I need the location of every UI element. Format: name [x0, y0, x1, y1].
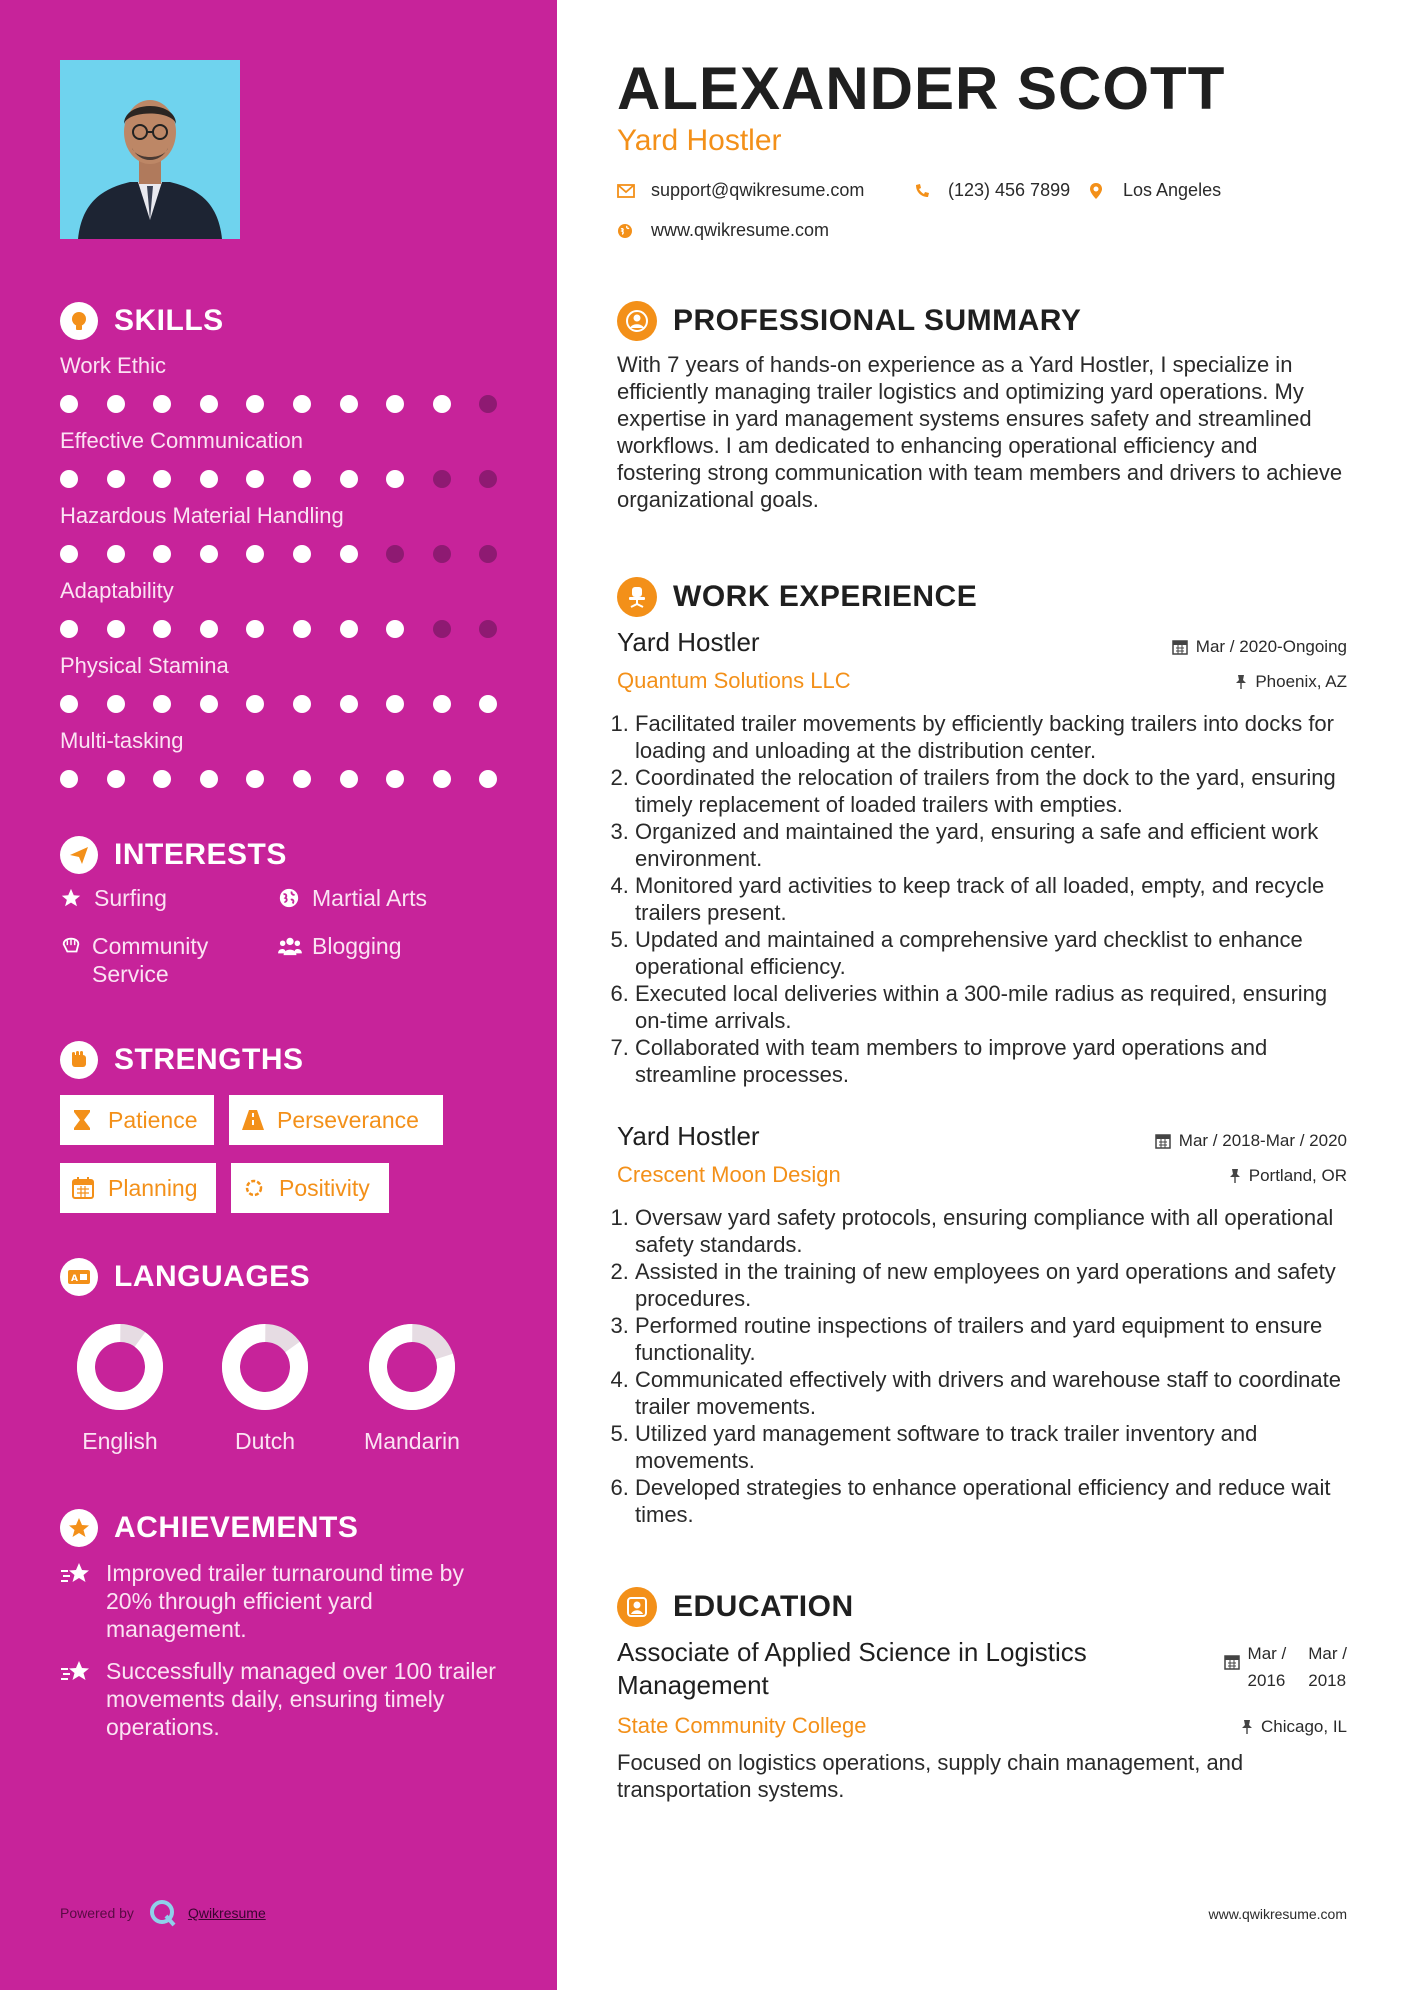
- rating-dot-filled: [340, 620, 358, 638]
- list-item: 7. Collaborated with team members to improve yard operations and streamline processes.: [635, 1034, 1365, 1088]
- end-date: Mar / 2018: [1308, 1644, 1347, 1690]
- rating-dot-filled: [293, 395, 311, 413]
- rating-dot-filled: [293, 695, 311, 713]
- language-ring-fill: [75, 1322, 165, 1412]
- rating-dot-filled: [386, 395, 404, 413]
- achievement-item: Improved trailer turnaround time by 20% through efficient yard management.: [60, 1559, 500, 1643]
- interest-item: Community Service: [60, 932, 250, 988]
- skill-item: [60, 426, 500, 490]
- rating-dot-filled: [246, 695, 264, 713]
- strength-badge: Planning: [60, 1163, 216, 1213]
- interests-heading: [60, 836, 287, 874]
- skill-name: Multi-tasking: [60, 728, 184, 753]
- contact-phone[interactable]: (123) 456 7899: [914, 180, 1070, 201]
- rating-dot-filled: [246, 770, 264, 788]
- job-responsibilities: [617, 710, 1365, 1088]
- rating-dot-filled: [107, 620, 125, 638]
- language-item: [342, 1322, 482, 1455]
- rating-dot-filled: [386, 695, 404, 713]
- calendar-icon: [1224, 1640, 1240, 1675]
- skill-name: Physical Stamina: [60, 653, 229, 678]
- rating-dot-filled: [246, 545, 264, 563]
- rating-dot-filled: [200, 695, 218, 713]
- rating-dot-filled: [60, 770, 78, 788]
- rating-dot-filled: [153, 470, 171, 488]
- skill-rating: [60, 618, 500, 640]
- language-donut: [367, 1322, 457, 1412]
- profile-photo: [60, 60, 240, 239]
- rating-dot-empty: [386, 545, 404, 563]
- rating-dot-filled: [246, 620, 264, 638]
- calendar-icon: [1172, 639, 1188, 655]
- rating-dot-filled: [340, 470, 358, 488]
- powered-by: Powered by Qwikresume: [60, 1898, 266, 1928]
- start-date: Mar / 2016: [1247, 1644, 1287, 1690]
- paper-plane-icon: [60, 836, 98, 874]
- rating-dot-filled: [107, 770, 125, 788]
- rating-dot-filled: [60, 470, 78, 488]
- language-donut: [75, 1322, 165, 1412]
- rating-dot-filled: [386, 770, 404, 788]
- rating-dot-empty: [479, 545, 497, 563]
- rating-dot-empty: [433, 545, 451, 563]
- user-icon: [617, 301, 657, 341]
- candidate-role: Yard Hostler: [617, 124, 782, 157]
- contact-website[interactable]: www.qwikresume.com: [617, 220, 829, 241]
- shooting-star-icon: [60, 1657, 92, 1741]
- rating-dot-empty: [433, 470, 451, 488]
- contact-location: Los Angeles: [1089, 180, 1221, 201]
- achievements-heading: [60, 1509, 358, 1547]
- fist-icon: [60, 1041, 98, 1079]
- education-description: Focused on logistics operations, supply chain management, and transportation systems.: [617, 1750, 1244, 1802]
- interest-item: Martial Arts: [278, 884, 427, 912]
- rating-dot-filled: [293, 470, 311, 488]
- job-location: Portland, OR: [1229, 1166, 1347, 1186]
- globe-icon: [617, 223, 637, 239]
- rating-dot-empty: [479, 470, 497, 488]
- company-name: Quantum Solutions LLC: [617, 668, 851, 693]
- skill-rating: [60, 468, 500, 490]
- list-item: 3. Organized and maintained the yard, ensuring a safe and efficient work environment.: [635, 818, 1365, 872]
- list-item: 1. Facilitated trailer movements by efficiently backing trailers into docks for loading and unloading at the distribution center.: [635, 710, 1365, 764]
- strengths-heading: [60, 1041, 304, 1079]
- rating-dot-filled: [246, 395, 264, 413]
- pushpin-icon: [1235, 674, 1247, 690]
- rating-dot-filled: [200, 545, 218, 563]
- strength-badge: Positivity: [231, 1163, 389, 1213]
- job-title: Yard Hostler: [617, 627, 760, 657]
- skill-item: [60, 501, 500, 565]
- rating-dot-filled: [60, 620, 78, 638]
- rating-dot-filled: [107, 545, 125, 563]
- qwikresume-link[interactable]: Qwikresume: [187, 1905, 266, 1921]
- achievements-title: ACHIEVEMENTS: [114, 1511, 359, 1544]
- job-location: Phoenix, AZ: [1235, 672, 1347, 692]
- pushpin-icon: [1241, 1719, 1253, 1735]
- language-item: [195, 1322, 335, 1455]
- envelope-icon: [617, 184, 637, 198]
- skill-rating: [60, 543, 500, 565]
- school-name: State Community College: [617, 1713, 867, 1738]
- skill-name: Effective Communication: [60, 428, 303, 453]
- rating-dot-filled: [340, 395, 358, 413]
- rating-dot-filled: [107, 695, 125, 713]
- skill-item: [60, 576, 500, 640]
- strengths-title: STRENGTHS: [114, 1043, 304, 1076]
- interest-item: Blogging: [278, 932, 402, 960]
- language-ring-fill: [220, 1322, 310, 1412]
- hourglass-icon: [72, 1108, 96, 1132]
- education-heading: EDUCATION: [617, 1587, 854, 1627]
- list-item: 4. Monitored yard activities to keep track of all loaded, empty, and recycle trailers present.: [635, 872, 1365, 926]
- skill-rating: [60, 693, 500, 715]
- rating-dot-filled: [153, 695, 171, 713]
- sidebar: [0, 0, 557, 1990]
- rating-dot-filled: [246, 470, 264, 488]
- list-item: 1. Oversaw yard safety protocols, ensuring compliance with all operational safety standards.: [635, 1204, 1365, 1258]
- list-item: 2. Coordinated the relocation of trailers from the dock to the yard, ensuring timely replacement of loaded trailers with empties.: [635, 764, 1365, 818]
- rating-dot-filled: [200, 470, 218, 488]
- footer-website-link[interactable]: www.qwikresume.com: [1208, 1906, 1347, 1922]
- rating-dot-filled: [200, 620, 218, 638]
- rating-dot-filled: [479, 770, 497, 788]
- rating-dot-filled: [60, 545, 78, 563]
- rating-dot-filled: [153, 545, 171, 563]
- experience-heading: WORK EXPERIENCE: [617, 577, 977, 617]
- list-item: 5. Updated and maintained a comprehensive yard checklist to enhance operational efficiency.: [635, 926, 1365, 980]
- list-item: 6. Executed local deliveries within a 300-mile radius as required, ensuring on-time arrivals.: [635, 980, 1365, 1034]
- skill-item: [60, 651, 500, 715]
- list-item: 4. Communicated effectively with drivers and warehouse staff to coordinate trailer movements.: [635, 1366, 1365, 1420]
- list-item: 3. Performed routine inspections of trailers and yard equipment to ensure functionality.: [635, 1312, 1365, 1366]
- rating-dot-filled: [107, 395, 125, 413]
- sun-icon: [243, 1176, 267, 1200]
- rating-dot-filled: [153, 770, 171, 788]
- rating-dot-filled: [200, 770, 218, 788]
- rating-dot-empty: [479, 395, 497, 413]
- summary-heading: PROFESSIONAL SUMMARY: [617, 301, 1081, 341]
- calendar-icon: [1155, 1133, 1171, 1149]
- skill-rating: [60, 393, 500, 415]
- skill-item: [60, 351, 500, 415]
- interests-title: INTERESTS: [114, 838, 287, 871]
- map-pin-icon: [1089, 182, 1109, 200]
- rating-dot-filled: [433, 395, 451, 413]
- rating-dot-filled: [433, 770, 451, 788]
- rating-dot-filled: [479, 695, 497, 713]
- rating-dot-filled: [433, 695, 451, 713]
- lightbulb-icon: [60, 302, 98, 340]
- rating-dot-filled: [293, 545, 311, 563]
- language-name: Mandarin: [364, 1428, 460, 1454]
- skill-name: Adaptability: [60, 578, 174, 603]
- rating-dot-empty: [433, 620, 451, 638]
- rating-dot-empty: [479, 620, 497, 638]
- office-chair-icon: [617, 577, 657, 617]
- rating-dot-filled: [60, 395, 78, 413]
- candidate-name: ALEXANDER SCOTT: [617, 55, 1226, 122]
- achievement-item: Successfully managed over 100 trailer movements daily, ensuring timely operations.: [60, 1657, 500, 1741]
- summary-text: With 7 years of hands-on experience as a Yard Hostler, I specialize in efficiently managing trailer logistics and optimizing yard operations. My expertise in yard management systems ensures safety and streamlined workflows. I am dedicated to enhancing operational efficiency and fostering strong communication with team members and drivers to achieve organizational goals.: [617, 352, 1343, 512]
- job-title: Yard Hostler: [617, 1121, 760, 1151]
- language-donut: [220, 1322, 310, 1412]
- job-dates: Mar / 2018-Mar / 2020: [1155, 1131, 1347, 1151]
- education-dates: [1224, 1640, 1347, 1694]
- degree-title: Associate of Applied Science in Logistics Management: [617, 1637, 1087, 1700]
- qwikresume-logo-icon: [148, 1898, 178, 1928]
- rating-dot-filled: [340, 545, 358, 563]
- languages-title: LANGUAGES: [114, 1260, 311, 1293]
- svg-text:A: A: [71, 1274, 79, 1284]
- education-location: Chicago, IL: [1241, 1717, 1347, 1737]
- rating-dot-filled: [386, 470, 404, 488]
- rating-dot-filled: [340, 770, 358, 788]
- language-name: Dutch: [234, 1428, 296, 1454]
- pushpin-icon: [1229, 1168, 1241, 1184]
- rating-dot-filled: [293, 620, 311, 638]
- language-item: [50, 1322, 190, 1455]
- skills-heading: [60, 302, 224, 340]
- list-item: 6. Developed strategies to enhance operational efficiency and reduce wait times.: [635, 1474, 1365, 1528]
- language-name: English: [82, 1428, 158, 1454]
- rating-dot-filled: [60, 695, 78, 713]
- globe-icon: [278, 884, 302, 912]
- shooting-star-icon: [60, 1559, 92, 1643]
- star-badge-icon: [60, 1509, 98, 1547]
- skill-name: Work Ethic: [60, 353, 166, 378]
- rating-dot-filled: [153, 395, 171, 413]
- rating-dot-filled: [293, 770, 311, 788]
- hand-icon: [60, 932, 82, 960]
- rating-dot-filled: [153, 620, 171, 638]
- interest-item: Surfing: [60, 884, 167, 912]
- rating-dot-filled: [107, 470, 125, 488]
- rating-dot-filled: [200, 395, 218, 413]
- company-name: Crescent Moon Design: [617, 1162, 841, 1187]
- calendar-icon: [72, 1176, 96, 1200]
- strength-badge: Perseverance: [229, 1095, 443, 1145]
- rating-dot-filled: [340, 695, 358, 713]
- phone-icon: [914, 183, 934, 199]
- list-item: 5. Utilized yard management software to track trailer inventory and movements.: [635, 1420, 1365, 1474]
- job-dates: Mar / 2020-Ongoing: [1172, 637, 1347, 657]
- skill-name: Hazardous Material Handling: [60, 503, 344, 528]
- skills-title: SKILLS: [114, 304, 224, 337]
- graduate-icon: [617, 1587, 657, 1627]
- skill-rating: [60, 768, 500, 790]
- job-responsibilities: [617, 1204, 1365, 1528]
- strength-badge: Patience: [60, 1095, 214, 1145]
- languages-heading: [60, 1258, 310, 1296]
- users-icon: [278, 932, 302, 960]
- list-item: 2. Assisted in the training of new employees on yard operations and safety procedures.: [635, 1258, 1365, 1312]
- rating-dot-filled: [386, 620, 404, 638]
- translate-icon: [60, 1258, 98, 1296]
- contact-email[interactable]: support@qwikresume.com: [617, 180, 864, 201]
- star-icon: [60, 884, 84, 912]
- road-icon: [241, 1108, 265, 1132]
- skill-item: [60, 726, 500, 790]
